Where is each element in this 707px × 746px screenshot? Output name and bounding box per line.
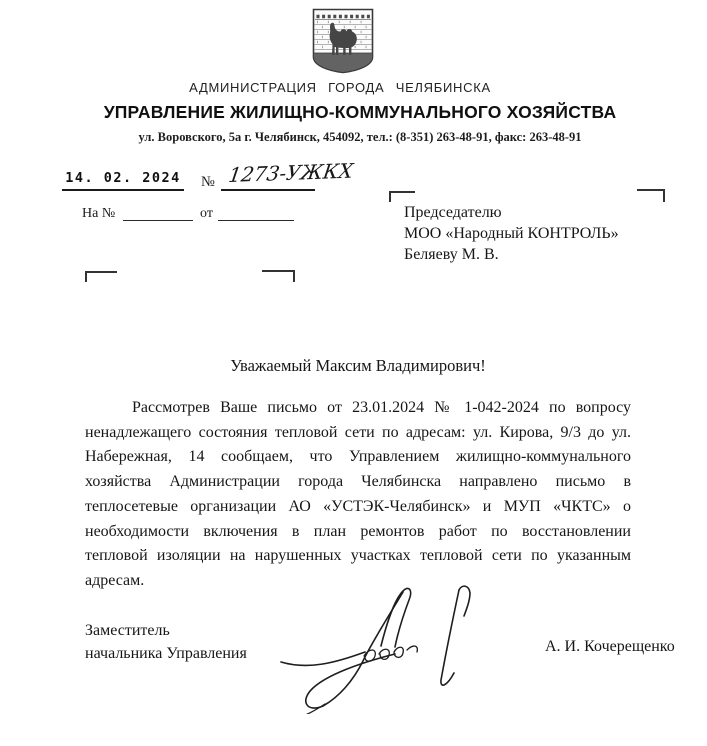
administration-line: АДМИНИСТРАЦИЯ ГОРОДА ЧЕЛЯБИНСКА (189, 80, 491, 95)
addressee-person: Беляеву М. В. (404, 245, 499, 263)
signer-position-line2: начальника Управления (85, 644, 247, 662)
handwritten-outgoing-number: 1273-УЖКХ (227, 158, 355, 187)
addressee-organization: МОО «Народный КОНТРОЛЬ» (404, 224, 619, 242)
corner-mark-addressee-right (637, 189, 665, 202)
corner-mark-stamp-right (262, 270, 295, 282)
number-sign: № (201, 174, 215, 190)
organization-title: УПРАВЛЕНИЕ ЖИЛИЩНО-КОММУНАЛЬНОГО ХОЗЯЙСТВА (103, 102, 617, 122)
addressee-position: Председателю (404, 204, 502, 221)
corner-mark-stamp-left (85, 271, 117, 282)
signer-name: А. И. Кочерещенко (545, 638, 675, 655)
organization-address: ул. Воровского, 5а г. Челябинск, 454092, тел.: (8-351) 263-48-91, факс: 263-48-91 (138, 130, 582, 144)
addressee-block (404, 203, 664, 265)
signer-position-line1: Заместитель (85, 622, 170, 639)
reply-to-number-label: На № (82, 206, 116, 221)
corner-mark-addressee-left (389, 191, 415, 202)
reply-from-label: от (200, 206, 213, 221)
handwritten-signature-icon (263, 582, 505, 714)
reply-date-blank (218, 206, 294, 221)
chelyabinsk-coat-of-arms-icon (312, 8, 374, 74)
reply-number-blank (123, 206, 193, 221)
outgoing-date-stamp: 14. 02. 2024 (62, 169, 184, 191)
outgoing-number-field (221, 158, 355, 191)
salutation: Уважаемый Максим Владимирович! (230, 356, 486, 375)
letter-body-paragraph: Рассмотрев Ваше письмо от 23.01.2024 № 1-042-2024 по вопросу ненадлежащего состояния тепловой сети по адресам: ул. Кирова, 9/3 до ул. Набережная, 14 сообщаем, что Управлением жилищно-коммунального хозяйства Администрации города Челябинска направлено письмо в теплосетевые организации АО «УСТЭК-Челябинск» и МУП «ЧКТС» о необходимости включения в план ремонтов работ по восстановлении тепловой изоляции на нарушенных участках тепловой сети по указанным адресам. (85, 399, 631, 589)
